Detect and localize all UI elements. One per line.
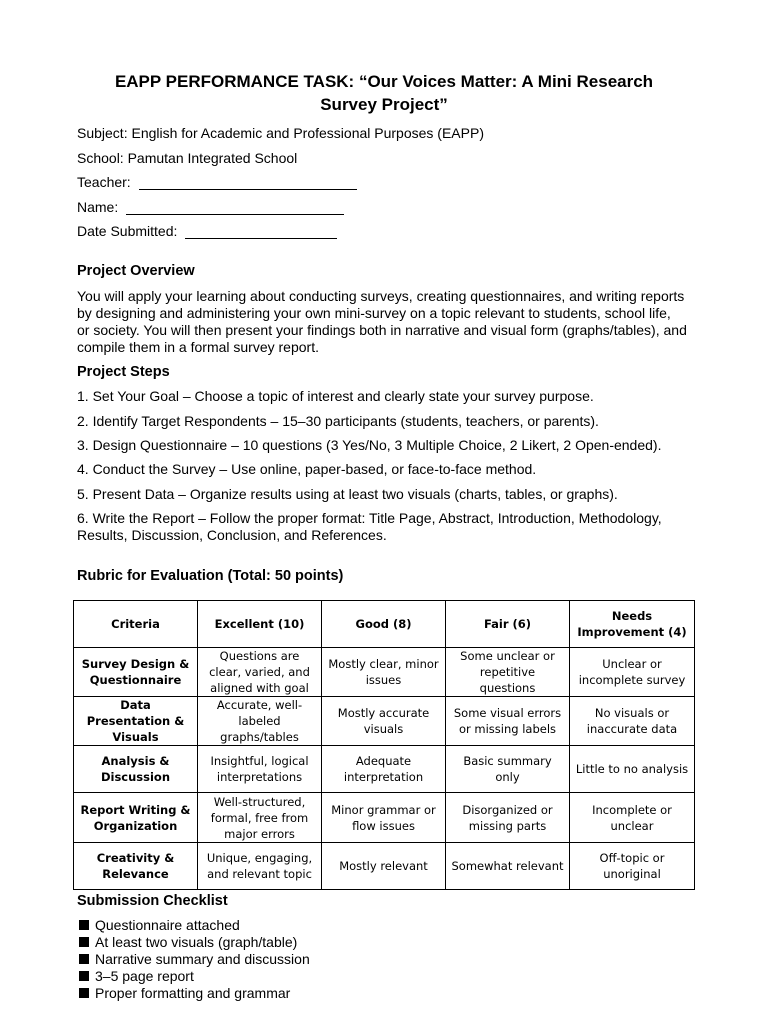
criteria-cell: Analysis & Discussion [74, 746, 198, 793]
checkbox-square-icon[interactable] [79, 971, 89, 981]
checklist-item [79, 934, 297, 951]
step-item-4: 4. Conduct the Survey – Use online, paper-based, or face-to-face method. [77, 461, 537, 477]
fair-cell: Some unclear or repetitive questions [446, 648, 570, 697]
subject-line: Subject: English for Academic and Professional Purposes (EAPP) [77, 125, 484, 141]
checklist-item [79, 985, 290, 1002]
project-overview-heading: Project Overview [77, 263, 195, 279]
teacher-line [77, 174, 357, 191]
good-cell: Mostly accurate visuals [322, 697, 446, 746]
fair-cell: Disorganized or missing parts [446, 793, 570, 843]
page-title [60, 70, 708, 116]
project-overview-text: You will apply your learning about conducting surveys, creating questionnaires, and writing reports by designing and administering your own mini-survey on a topic relevant to students, school life, or society. You will then present your findings both in narrative and visual form (graphs/tables), and compile them in a formal survey report. [77, 288, 687, 355]
name-label: Name: [77, 199, 119, 215]
good-cell: Minor grammar or flow issues [322, 793, 446, 843]
checkbox-square-icon[interactable] [79, 937, 89, 947]
rubric-table [73, 600, 695, 890]
name-line [77, 199, 344, 216]
needs-improvement-cell: Unclear or incomplete survey [570, 648, 695, 697]
checklist-item [79, 917, 240, 934]
project-steps-heading: Project Steps [77, 364, 170, 380]
fair-cell: Some visual errors or missing labels [446, 697, 570, 746]
needs-improvement-cell: Incomplete or unclear [570, 793, 695, 843]
step-item-6: 6. Write the Report – Follow the proper format: Title Page, Abstract, Introduction, Methodology, Results, Discussion, Conclusion, and References. [77, 510, 662, 543]
checklist-item [79, 951, 310, 968]
teacher-label: Teacher: [77, 174, 131, 190]
header-needs-improvement: Needs Improvement (4) [570, 601, 695, 648]
checkbox-square-icon[interactable] [79, 988, 89, 998]
excellent-cell: Questions are clear, varied, and aligned with goal [198, 648, 322, 697]
table-row [74, 843, 695, 890]
excellent-cell: Unique, engaging, and relevant topic [198, 843, 322, 890]
header-good: Good (8) [322, 601, 446, 648]
date-submitted-line [77, 223, 337, 240]
step-item-3: 3. Design Questionnaire – 10 questions (3 Yes/No, 3 Multiple Choice, 2 Likert, 2 Open-ended). [77, 437, 662, 453]
good-cell: Mostly clear, minor issues [322, 648, 446, 697]
date-submitted-blank[interactable] [185, 224, 337, 239]
checklist-item-label: At least two visuals (graph/table) [95, 934, 298, 950]
title-line-2: Survey Project” [320, 95, 448, 114]
title-line-1: EAPP PERFORMANCE TASK: “Our Voices Matter: A Mini Research [114, 72, 654, 91]
header-excellent: Excellent (10) [198, 601, 322, 648]
checklist-item-label: Questionnaire attached [95, 917, 240, 933]
checkbox-square-icon[interactable] [79, 954, 89, 964]
teacher-blank[interactable] [139, 175, 357, 190]
fair-cell: Basic summary only [446, 746, 570, 793]
needs-improvement-cell: Off-topic or unoriginal [570, 843, 695, 890]
criteria-cell: Creativity & Relevance [74, 843, 198, 890]
submission-checklist-heading: Submission Checklist [77, 893, 228, 909]
fair-cell: Somewhat relevant [446, 843, 570, 890]
step-item-1: 1. Set Your Goal – Choose a topic of interest and clearly state your survey purpose. [77, 388, 594, 404]
table-row [74, 793, 695, 843]
rubric-heading: Rubric for Evaluation (Total: 50 points) [77, 568, 344, 584]
step-item-2: 2. Identify Target Respondents – 15–30 participants (students, teachers, or parents). [77, 413, 599, 429]
checkbox-square-icon[interactable] [79, 920, 89, 930]
excellent-cell: Accurate, well-labeled graphs/tables [198, 697, 322, 746]
header-fair: Fair (6) [446, 601, 570, 648]
checklist-item-label: Proper formatting and grammar [95, 985, 291, 1001]
criteria-cell: Report Writing & Organization [74, 793, 198, 843]
needs-improvement-cell: No visuals or inaccurate data [570, 697, 695, 746]
name-blank[interactable] [126, 200, 344, 215]
table-row [74, 697, 695, 746]
good-cell: Mostly relevant [322, 843, 446, 890]
criteria-cell: Survey Design & Questionnaire [74, 648, 198, 697]
excellent-cell: Insightful, logical interpretations [198, 746, 322, 793]
rubric-header-row [74, 601, 695, 648]
step-item-5: 5. Present Data – Organize results using at least two visuals (charts, tables, or graphs). [77, 486, 618, 502]
checklist-item-label: Narrative summary and discussion [95, 951, 310, 967]
checklist-item [79, 968, 194, 985]
date-submitted-label: Date Submitted: [77, 223, 178, 239]
table-row [74, 746, 695, 793]
school-line: School: Pamutan Integrated School [77, 150, 298, 166]
header-criteria: Criteria [74, 601, 198, 648]
criteria-cell: Data Presentation & Visuals [74, 697, 198, 746]
checklist-item-label: 3–5 page report [95, 968, 194, 984]
needs-improvement-cell: Little to no analysis [570, 746, 695, 793]
excellent-cell: Well-structured, formal, free from major errors [198, 793, 322, 843]
table-row [74, 648, 695, 697]
good-cell: Adequate interpretation [322, 746, 446, 793]
